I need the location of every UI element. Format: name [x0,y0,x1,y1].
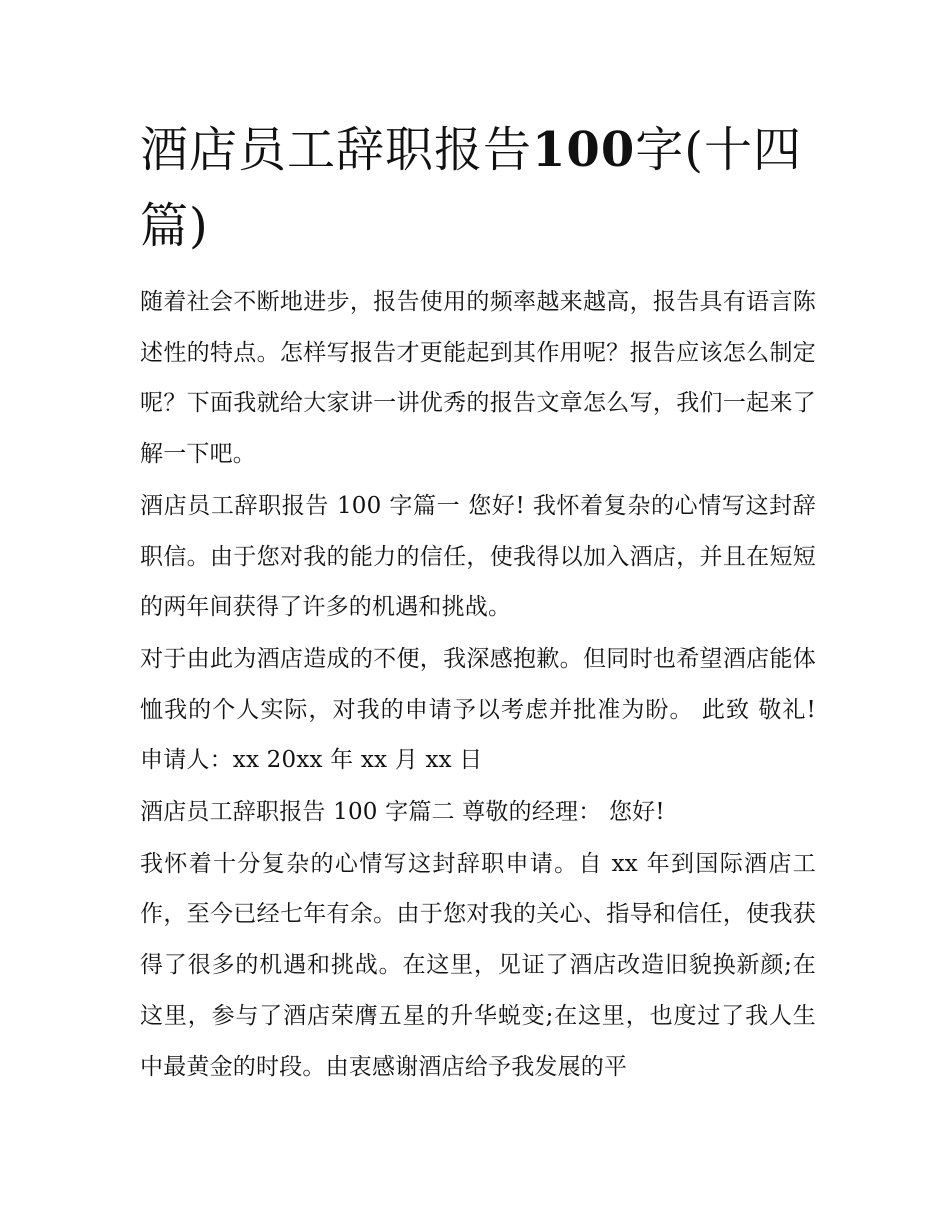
intro-paragraph: 随着社会不断地进步，报告使用的频率越来越高，报告具有语言陈述性的特点。怎样写报告才更能起到其作用呢？报告应该怎么制定呢？下面我就给大家讲一讲优秀的报告文章怎么写，我们一起来了解一下吧。 [140,289,816,468]
letter-two-body-paragraph: 我怀着十分复杂的心情写这封辞职申请。自 xx 年到国际酒店工作，至今已经七年有余。由于您对我的关心、指导和信任，使我获得了很多的机遇和挑战。在这里，见证了酒店改造旧貌换新颜;在这里，参与了酒店荣膺五星的升华蜕变;在这里，也度过了我人生中最黄金的时段。由衷感谢酒店给予我发展的平 [140,850,816,1080]
letter-one-paragraph: 酒店员工辞职报告 100 字篇一 您好! 我怀着复杂的心情写这封辞职信。由于您对我的能力的信任，使我得以加入酒店，并且在短短的两年间获得了许多的机遇和挑战。 [140,492,816,621]
title-text-part1: 酒店员工辞职报告 [140,122,533,178]
letter-one-closing-paragraph: 对于由此为酒店造成的不便，我深感抱歉。但同时也希望酒店能体恤我的个人实际，对我的申请予以考虑并批准为盼。 此致 敬礼! 申请人：xx 20xx 年 xx 月 xx 日 [140,645,816,774]
title-number: 100 [532,122,636,178]
document-title [140,112,820,264]
letter-two-heading-paragraph: 酒店员工辞职报告 100 字篇二 尊敬的经理： 您好! [140,799,665,826]
document-body [140,277,816,1093]
title-text-part2: 字(十四篇) [140,122,802,254]
